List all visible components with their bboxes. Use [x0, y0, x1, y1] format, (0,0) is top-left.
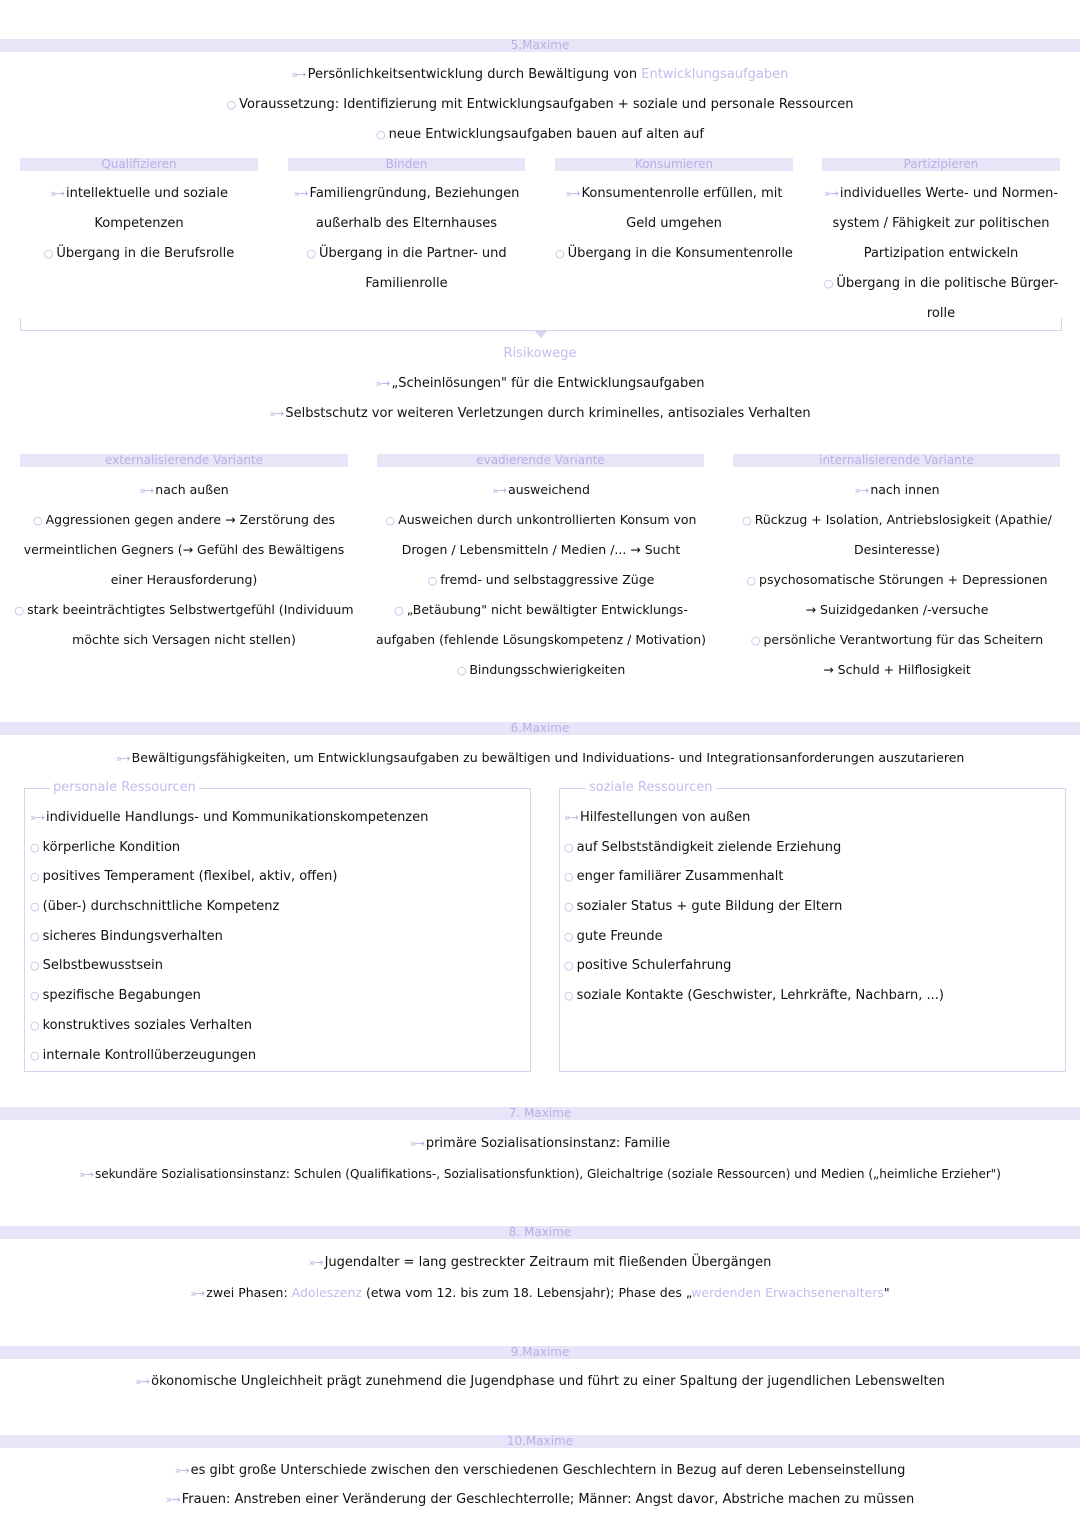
section-title-m7: 7. Maxime [508, 1106, 572, 1120]
m6-line-1: »→ Bewältigungsfähigkeiten, um Entwicklungsaufgaben zu bewältigen und Individuations- und Integrationsanforderungen auszutarieren [115, 750, 965, 765]
personal-resources-title: personale Ressourcen [50, 780, 199, 796]
arrow-icon: »→ [375, 377, 390, 390]
m5-col-2: »→ Familiengründung, Beziehungen außerhalb des Elternhauses ○ Übergang in die Partner- und Familienrolle [293, 186, 520, 291]
m10-line-2: »→ Frauen: Anstreben einer Veränderung der Geschlechterrolle; Männer: Angst davor, Abstriche machen zu müssen [165, 1492, 915, 1507]
section-band-m5 [0, 39, 1080, 52]
risk-line-1: »→ „Scheinlösungen" für die Entwicklungsaufgaben [375, 376, 705, 391]
list-item: ○ positive Schulerfahrung [564, 958, 732, 974]
m7-line-1: »→ primäre Sozialisationsinstanz: Familie [409, 1136, 671, 1151]
risk-col-3: »→ nach innen ○ Rückzug + Isolation, Antriebslosigkeit (Apathie/ Desinteresse) ○ psychosomatische Störungen + Depressionen → Suizidgedanken /-versuche ○ persönliche Verantwortung für das Scheitern → Schuld + Hilflosigkeit [742, 482, 1052, 677]
arrow-icon: »→ [50, 187, 64, 200]
section-band-m6 [0, 722, 1080, 735]
list-item: ○ internale Kontrollüberzeugungen [30, 1047, 257, 1063]
arrow-icon: »→ [79, 1168, 93, 1181]
arrow-icon: »→ [308, 1256, 323, 1269]
arrow-icon: »→ [492, 484, 507, 497]
arrow-icon: »→ [269, 407, 284, 420]
m5-col-head-4: Partizipieren [822, 158, 1060, 171]
bullet-icon: ○ [30, 840, 40, 854]
bullet-icon: ○ [385, 514, 396, 527]
section-band-m8 [0, 1226, 1080, 1239]
bullet-icon: ○ [306, 247, 316, 260]
triangle-down-icon [534, 330, 548, 338]
bullet-icon: ○ [456, 664, 467, 677]
arrow-icon: »→ [165, 1493, 180, 1506]
bullet-icon: ○ [14, 604, 25, 617]
arrow-icon: »→ [139, 484, 154, 497]
list-item: ○ spezifische Begabungen [30, 988, 201, 1004]
bullet-icon: ○ [30, 989, 40, 1003]
bullet-icon: ○ [394, 604, 404, 617]
m5-line-3: ○ neue Entwicklungsaufgaben bauen auf alten auf [376, 127, 704, 142]
bullet-icon: ○ [226, 98, 237, 111]
m5-highlight: Entwicklungsaufgaben [641, 67, 789, 82]
list-item: ○ sozialer Status + gute Bildung der Eltern [564, 899, 843, 915]
arrow-icon: »→ [409, 1137, 424, 1150]
list-item: ○ positives Temperament (flexibel, aktiv, offen) [30, 869, 338, 885]
bullet-icon: ○ [376, 128, 386, 141]
bullet-icon: ○ [30, 929, 40, 943]
m5-line-2: ○ Voraussetzung: Identifizierung mit Entwicklungsaufgaben + soziale und personale Ressourcen [226, 97, 854, 112]
social-resources-title: soziale Ressourcen [586, 780, 716, 796]
arrow-icon: »→ [190, 1287, 205, 1300]
bullet-icon: ○ [30, 1018, 40, 1032]
list-item: ○ sicheres Bindungsverhalten [30, 928, 223, 944]
arrow-icon: »→ [135, 1375, 150, 1388]
m10-line-1: »→ es gibt große Unterschiede zwischen den verschiedenen Geschlechtern in Bezug auf deren Lebenseinstellung [174, 1463, 906, 1478]
m8-line-1: »→ Jugendalter = lang gestreckter Zeitraum mit fließenden Übergängen [308, 1255, 772, 1270]
arrow-icon: »→ [115, 752, 130, 765]
arrow-icon: »→ [293, 187, 308, 200]
list-item: »→ Hilfestellungen von außen [564, 810, 751, 825]
arrow-icon: »→ [291, 68, 306, 81]
m9-line-1: »→ ökonomische Ungleichheit prägt zunehmend die Jugendphase und führt zu einer Spaltung der jugendlichen Lebenswelten [135, 1374, 945, 1389]
section-band-m9 [0, 1346, 1080, 1359]
section-title-m10: 10.Maxime [506, 1434, 574, 1448]
section-band-m10 [0, 1435, 1080, 1448]
arrow-icon: »→ [564, 811, 578, 824]
section-title-m8: 8. Maxime [508, 1225, 572, 1239]
risk-col-2: »→ ausweichend ○ Ausweichen durch unkontrollierten Konsum von Drogen / Lebensmitteln / Medien /... → Sucht ○ fremd- und selbstaggressive Züge ○ „Betäubung" nicht bewältigter Entwicklungs- aufgaben (fehlende Lösungskompetenz / Motivation) ○ Bindungsschwierigkeiten [375, 482, 707, 677]
list-item: ○ Selbstbewusstsein [30, 958, 163, 974]
bullet-icon: ○ [30, 870, 40, 884]
bullet-icon: ○ [427, 574, 438, 587]
list-item: »→ individuelle Handlungs- und Kommunikationskompetenzen [30, 810, 429, 825]
bullet-icon: ○ [746, 574, 757, 587]
arrow-icon: »→ [174, 1464, 189, 1477]
arrow-icon: »→ [30, 811, 44, 824]
m5-col-3: »→ Konsumentenrolle erfüllen, mit Geld umgehen ○ Übergang in die Konsumentenrolle [555, 186, 793, 261]
section-band-m7 [0, 1107, 1080, 1120]
arrow-icon: »→ [823, 187, 838, 200]
m5-col-4: »→ individuelles Werte- und Normen- system / Fähigkeit zur politischen Partizipation entwickeln ○ Übergang in die politische Bürger- rolle [823, 186, 1059, 321]
list-item: ○ körperliche Kondition [30, 839, 181, 855]
list-item: ○ auf Selbstständigkeit zielende Erziehung [564, 839, 842, 855]
section-title-m9: 9.Maxime [510, 1345, 570, 1359]
bullet-icon: ○ [43, 247, 54, 260]
bullet-icon: ○ [823, 277, 834, 290]
bullet-icon: ○ [564, 989, 574, 1003]
bullet-icon: ○ [30, 900, 40, 914]
risk-title: Risikowege [503, 346, 577, 361]
risk-col-head-1: externalisierende Variante [20, 454, 348, 467]
bullet-icon: ○ [564, 959, 574, 973]
bullet-icon: ○ [30, 1048, 40, 1062]
section-title-m6: 6.Maxime [510, 721, 570, 735]
m5-col-head-3: Konsumieren [555, 158, 793, 171]
bullet-icon: ○ [564, 870, 574, 884]
list-item: ○ enger familiärer Zusammenhalt [564, 869, 784, 885]
list-item: ○ gute Freunde [564, 928, 663, 944]
risk-col-head-3: internalisierende Variante [733, 454, 1060, 467]
list-item: ○ (über-) durchschnittliche Kompetenz [30, 899, 280, 915]
m5-col-head-1: Qualifizieren [20, 158, 258, 171]
m5-col-head-2: Binden [288, 158, 525, 171]
social-resources-list [564, 803, 944, 1011]
m8-line-2: »→ zwei Phasen: Adoleszenz (etwa vom 12. bis zum 18. Lebensjahr); Phase des „werdenden Erwachsenenalters" [190, 1285, 890, 1300]
arrow-icon: »→ [565, 187, 580, 200]
bullet-icon: ○ [750, 634, 761, 647]
section-title-m5: 5.Maxime [510, 38, 570, 52]
bullet-icon: ○ [742, 514, 752, 527]
bullet-icon: ○ [32, 514, 43, 527]
risk-line-2: »→ Selbstschutz vor weiteren Verletzungen durch kriminelles, antisoziales Verhalten [269, 406, 811, 421]
bullet-icon: ○ [564, 900, 574, 914]
personal-resources-list [30, 803, 428, 1070]
risk-col-head-2: evadierende Variante [377, 454, 704, 467]
list-item: ○ konstruktives soziales Verhalten [30, 1017, 252, 1033]
bullet-icon: ○ [564, 929, 574, 943]
bullet-icon: ○ [30, 959, 40, 973]
bullet-icon: ○ [555, 247, 565, 260]
risk-col-1: »→ nach außen ○ Aggressionen gegen andere → Zerstörung des vermeintlichen Gegners (→ Gefühl des Bewältigens einer Herausforderung) ○ stark beeinträchtigtes Selbstwertgefühl (Individuum möchte sich Versagen nicht stellen) [14, 482, 354, 647]
arrow-icon: »→ [854, 484, 869, 497]
bullet-icon: ○ [564, 840, 574, 854]
m7-line-2: »→ sekundäre Sozialisationsinstanz: Schulen (Qualifikations-, Sozialisationsfunktion), Gleichaltrige (soziale Ressourcen) und Medien („heimliche Erzieher") [79, 1167, 1001, 1181]
m5-line-1: »→ Persönlichkeitsentwicklung durch Bewältigung von Entwicklungsaufgaben [291, 67, 789, 82]
m5-col-1: »→ intellektuelle und soziale Kompetenzen ○ Übergang in die Berufsrolle [43, 186, 235, 261]
list-item: ○ soziale Kontakte (Geschwister, Lehrkräfte, Nachbarn, ...) [564, 988, 944, 1004]
